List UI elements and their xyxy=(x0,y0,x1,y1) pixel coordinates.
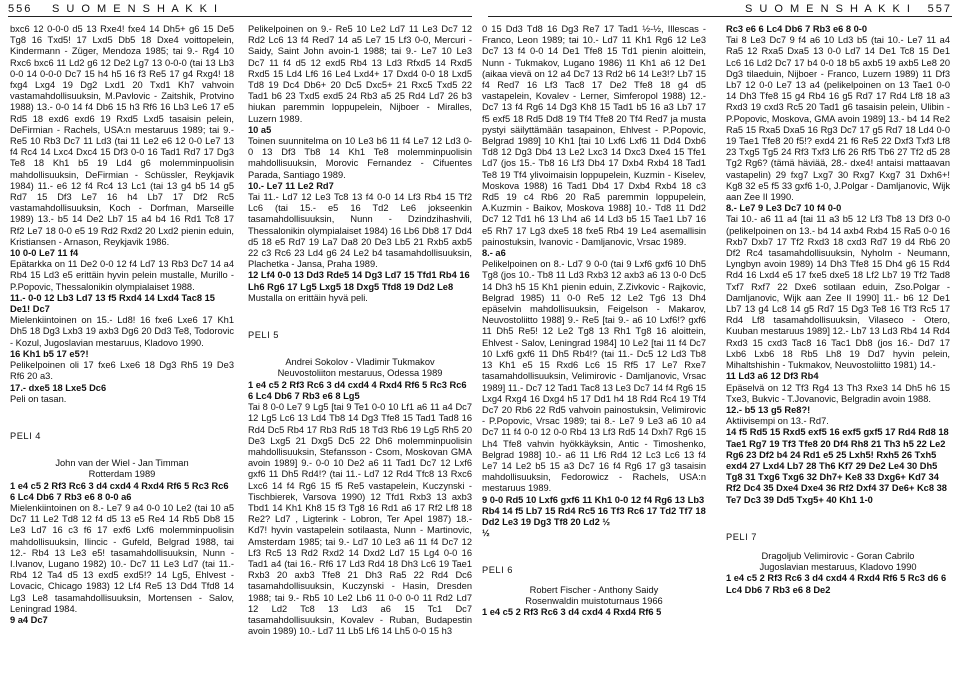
move-sequence: 10 a5 xyxy=(248,124,272,135)
move-sequence: 12 Lf4 0-0 13 Dd3 Rde5 14 Dg3 Ld7 15 Tfd1 Rb4 16 Lh6 Rg6 17 Lg5 Lxg5 18 Dxg5 Tfd8 19 Dd2 Le8 xyxy=(248,270,470,292)
commentary-paragraph: 0 15 Dd3 Td8 16 Dg3 Re7 17 Tad1 ½-½, Illescas - Franco, Leon 1989; tai 10.- Ld7 11 Kh1 Rg6 12 Le3 Dc7 13 f4 0-0 14 De1 Tfe8 15 Td1 pienin aloittein, Nunn - Tukmakov, Lugano 1986) 11 Kh1 a6 12 De1 (aikaa vievä on 12 a4 Dc7 13 Rd2 b6 14 Le3!? Lb7 15 f4 Red7 16 Lf3 Tac8 17 De2 Tfe8 18 g4 d5 vastapelein, Kovalev - Lerner, Simferopol 1988) 12.- Dc7 13 f4 Rg6 14 Dg3 Kh8 15 Tad1 b5 16 a3 Lb7 17 f5 exf5 18 Rd5 Dd8 19 Tf4 Tfe8 20 Tf4 Red7 ja musta pystyi säilyttämään tasapainon, Ehlvest - P.Popovic, Belgrad 1989] 10 Kh1 [tai 10 Lxf6 Lxf6 11 Dd4 Dxb6 Td8 12 Dg3 Db4 13 Le2 Lxc3 14 Dxc3 Dxe4 15 Tfe1 Ld7 (jos 15.- Tb8 16 Lf3 Db4 17 Dxb4 Rxb4 18 Tad1 Te8 19 Tf4 ylivoimaisin loppupelein, Kuzmin - Kiselev, Moskova 1988) 16 Tad1 Db4 17 Dxb4 Rxb4 18 c3 Rd5 19 c4 Rb6 20 Ra5 paremmin loppupelein, A.Kuzmin - Baikov, Moskova 1988] 10.- Td8 11 Dd2 Dc7 12 Td1 h6 13 Lh4 a6 14 Ld3 b5 15 Tae1 Lb7 16 e5 Rh7 17 Lg3 dxe5 18 fxe5 Rb4 19 Le4 asemallisin painostuksin, Ivanovic - Damljanovic, Vrsac 1989. xyxy=(482,24,706,247)
commentary-paragraph: Peli on tasan. xyxy=(10,393,67,404)
text-column-2 xyxy=(726,24,950,672)
commentary-paragraph: Mielenkiintoinen on 8.- Le7 9 a4 0-0 10 Le2 (tai 10 a5 Dc7 11 Le2 Td8 12 f4 d5 13 e5 Re4 14 Rb5 Db8 15 Le3 Ld7 16 c3 f6 17 exf6 Lxf6 molemminpuolisin mahdollisuuksin, Ilincic - Gufeld, Belgrad 1988, tai 12.- Rb4 13 Le3 e5! tasamahdollisuuksin, Nunn - I.Ivanov, Lugano 1982) 10.- Dc7 11 Le3 Ld7 (tai 11.- Rb4 12 Ta4 d5 13 exd5 exd5!? 14 Lg5, Ehlvest - Lovacic, Chicago 1983) 12 Lf4 Re5 13 Dd4 Tfd8 14 Lg3 Le8 tasamahdollisuuksin, Mortensen - Salov, Leningrad 1984. xyxy=(10,502,234,614)
game-heading: PELI 4 xyxy=(10,430,41,441)
spacer xyxy=(726,506,950,532)
move-sequence: 14 f5 Rd5 15 Rxd5 exf5 16 exf5 gxf5 17 Rd4 Rd8 18 Tae1 Rg7 19 Tf3 Tfe8 20 Df4 Rh8 21 Th3 h5 22 Le2 Rg6 23 Df2 b4 24 Rd1 e5 25 Lxh5! Rxh5 26 Txh5 exd4 27 Lxd4 Lb7 28 Th6 Kf7 29 De2 Le4 30 Dh5 Tg8 31 Txg6 Txg6 32 Dh7+ Ke8 33 Dxg6+ Kd7 34 Rf2 Dc4 35 Dxe4 Dxe4 36 Rf2 Dxf4 37 De6+ Kc8 38 Te7 Dc3 39 Dd5 Txg5+ 40 Kh1 1-0 xyxy=(726,427,949,505)
game-players-line: Jugoslavian mestaruus, Kladovo 1990 xyxy=(759,562,917,573)
spacer xyxy=(726,543,950,551)
game-players-line: John van der Wiel - Jan Timman xyxy=(55,458,189,469)
spacer xyxy=(482,577,706,585)
commentary-paragraph: Aktiivisempi on 13.- Rd7. xyxy=(726,416,829,427)
page-header xyxy=(8,3,472,17)
spacer xyxy=(10,442,234,458)
commentary-paragraph: Pelikelpoinen on 8.- Ld7 9 0-0 (tai 9 Lxf6 gxf6 10 Dh5 Tg8 (jos 10.- Tb8 11 Ld3 Rxb3 12 axb3 a6 13 0-0 Dc5 14 Dh3 h5 15 Kh1 pienin eduin, Z.Zivkovic - Rajkovic, Belgrad 1985) 11 0-0 Re5 12 Le2 Tg6 13 Dh4 epäselvin mahdollisuuksin, Feigelson - Makarov, Neuvostoliitto 1988] 9.- Re5 [tai 9.- a6 10 Lxf6!? gxf6 11 Dh5 Re5! 12 Le2 Tg8 13 Rh1 Tg8 16 aloittein, Ehlvest - Salov, Leningrad 1984] 10 Le2 [tai 11 f4 Dc7 10 Lxf6 gxf6 11 Dh5 Rb4!? (tai 11.- Dc5 12 Ld3 Tb8 13 Kh1 e5 15 Rxd6 Lc6 15 Rf5 17 Le7 Rxe7 tasamahdollisuuksin, Velimirovic - Damljanovic, Vrsac 1989] 11.- Dc7 12 Tad1 Tac8 13 Le3 Dc7 14 f4 Rg6 15 Lxg4 Rxg4 16 Dxg4 h5 17 Dd1 h4 18 Rd4 Rc4 19 Tf4 Dc7 20 Rb6 22 Rd5 vahvoin painostuksin, Velimirovic - P.Popovic, Vrsac 1989; tai 8.- Le7 9 Le3 a6 10 a4 Dc7 11 f4 0-0 12 0-0 Rb4 13 Lf3 Rd5 14 Dxh7 Rg6 15 Lh4 Tfe8 vahvin hyökkäyksin, Antic - Timoshenko, Belgrad 1988] 10.- a6 11 Lf6 Rd4 12 Lc3 Lc6 13 f4 Le7 14 Le2 b5 15 a3 Dc7 16 f4 Rg6 17 g3 tasaisin mahdollisuuksin, Fedorowicz - Rachels, USA:n mestaruus 1989. xyxy=(482,259,706,494)
move-sequence: 11.- 0-0 12 Lb3 Ld7 13 f5 Rxd4 14 Lxd4 Tac8 15 De1! Dc7 xyxy=(10,292,215,315)
commentary-paragraph: Tai 8 Le3 Dc7 9 f4 a6 10 Ld3 b5 (tai 10.- Le7 11 a4 Ra5 12 Rxa5 Dxa5 13 0-0 Ld7 14 De1 Tc8 15 De1 Lc6 16 Ld2 Dc7 17 b4 0-0 18 b5 axb5 19 axb5 Le8 20 Dg3 tilaeduin, Nijboer - Franco, Luzern 1989) 11 Df3 Lb7 12 0-0 Le7 13 a4 (pelikelpoinen on 13 Tae1 0-0 14 Dh3 Tfe8 15 g4 Rb4 16 g5 Rd7 17 Rd4 Lf8 18 a3 Rxd3 19 cxd3 Rc5 20 Tad1 g6 tasaisin pelein, Ulibin - P.Popovic, Moskova, GMA avoin 1989] 13.- b4 14 Re2 Ra5 15 Rxa5 Dxa5 16 Rg3 Dc7 17 g5 Rd7 18 Ld4 0-0 19 Tae1 Tfe8 20 f5!? exd4 21 f6 Re5 22 Dxf3 Txf3 Lf8 23 Txg5 Tg5 24 Rf3 Txf3 Lf6 26 Rf5 Tb6 27 Tf2 d5 28 Tg2 Rg6? (tämä häviää, 28.- dxe4! antaisi mattaavan vastapelin) 29 fxg7 Lxg7 30 Rxg7 Kxg7 31 Dxh6+! Kg8 32 e5 f5 33 gxf6 1-0, J.Polgar - Damljanovic, Wijk aan Zee II 1990. xyxy=(726,35,950,203)
commentary-paragraph: Epätarkka on 11 De2 0-0 12 f4 Ld7 13 Rb3 Dc7 14 a4 Rb4 15 Ld3 e5 erittäin hyvin pelein mustalle, Murillo - P.Popovic, Thessalonikin olympialaiset 1988. xyxy=(10,259,234,292)
right-page xyxy=(480,0,960,674)
move-sequence: 8.- a6 xyxy=(482,248,506,259)
game-heading: PELI 5 xyxy=(248,330,279,341)
page-header xyxy=(488,3,952,17)
commentary-paragraph: Tai 8 0-0 Le7 9 Lg5 [tai 9 Te1 0-0 10 Lf1 a6 11 a4 Dc7 12 Lg5 Lc6 13 Ld4 Tb8 14 Dg3 Tfe8 15 Tad1 Tad8 16 Rd4 Dc5 Rb4 17 Rb3 Rd5 18 Td3 Rb6 19 Lg5 Rh5 20 De3 Lxg5 21 Dxg5 Dc5 22 Dh6 molemminpuolisin mahdollisuuksin, Stefansson - Csom, Moskovan GMA avoin 1989] 9.- 0-0 10 De2 a6 11 Tad1 Dc7 12 Lxf6 gxf6 11 Dh5 Rd4!? (tai 11.- Ld7 12 Rd4 Tfc8 13 Rxc6 Lxc6 14 f4 Rg6 15 f5 Re5 vastapelein, Kuczynski - Tischbierek, Varsova 1990) 12 Tfd1 Rxb3 13 axb3 Tbd1 14 Kh1 Kh8 15 f3 Tg8 16 Rd1 a6 17 Rf2 Lf8 18 Re2? Ld7 , Ligterink - Lobron, Ter Apel 1987) 18.- Kd7! hyvin vastapelein sotilaasta, Nunn - Martinovic, Amsterdam 1985; tai 9.- Ld7 10 Le3 a6 11 f4 Dc7 12 Lf3 Rc5 13 Rd2 Rxd2 14 Dxd2 Ld7 15 Lg4 0-0 16 Tad1 a4 (tai 16.- Rf6 17 Ld3 Rd4 18 Dh3 Lc6 19 Tae1 Rxb3 20 axb3 Tfe8 21 Dh3 Ra5 22 Rd4 Dc6 tasamahdollisuuksin, Kuczynski - Hasin, Dresden 1988; tai 9.- Rb5 10 Le2 Lb6 11 0-0 0-0 11 Rd2 Ld7 12 Ld2 Tc8 13 Ld3 a6 15 Tc1 Dc7 tasamahdollisuuksin, Kovalev - Ruban, Budapestin avoin 1989) 10.- Ld7 11 Lb5 Lf6 14 Lh5 0-0 15 h3 xyxy=(248,402,472,637)
move-sequence: 9 a4 Dc7 xyxy=(10,614,48,625)
spacer xyxy=(248,341,472,357)
move-sequence: 10 0-0 Le7 11 f4 xyxy=(10,248,79,259)
move-sequence: 12.- b5 13 g5 Re8?! xyxy=(726,404,811,415)
text-column-1 xyxy=(10,24,234,672)
running-title: S U O M E N S H A K K I xyxy=(744,3,912,15)
game-players-line: Rosenwaldin muistoturnaus 1966 xyxy=(525,595,663,606)
text-column-1 xyxy=(482,24,706,672)
game-heading: PELI 7 xyxy=(726,531,757,542)
commentary-paragraph: Tai 11.- Ld7 12 Le3 Tc8 13 f4 0-0 14 Lf3 Rb4 15 Tf2 Lc6 (tai 15.- e5 16 Td2 Le6 jokseenkin tasamahdollisuuksin, Nunn - Dzindzihashvili, Thessalonikin olympialaiset 1984) 16 Lb6 Db8 17 Dd4 d5 18 e5 Rd7 19 La7 Da8 20 De3 Lb5 21 Rxb5 axb5 22 c3 Rc6 23 Ld4 g6 24 Le2 b4 tasamahdollisuuksin, Plachetka - Jansa, Praha 1989. xyxy=(248,192,472,270)
spacer xyxy=(482,539,706,565)
commentary-paragraph: Pelikelpoinen oli 17 fxe6 Lxe6 18 Dg3 Rh5 19 De3 Rf6 20 a3. xyxy=(10,360,234,382)
text-column-2 xyxy=(248,24,472,672)
move-sequence: 1 e4 c5 2 Rf3 Rc6 3 d4 cxd4 4 Rxd4 Rf6 5 xyxy=(482,606,662,617)
commentary-paragraph: Mielenkiintoinen on 15.- Ld8! 16 fxe6 Lxe6 17 Kh1 Dh5 18 Dg3 Lxb3 19 axb3 Dg6 20 Dd3 Te8, Todorovic - Kozul, Jugoslavian mestaruus, Kladovo 1990. xyxy=(10,315,234,348)
spacer xyxy=(10,405,234,431)
game-players-line: Andrei Sokolov - Vladimir Tukmakov xyxy=(285,357,435,368)
page-number: 556 xyxy=(8,3,33,15)
move-sequence: 10.- Le7 11 Le2 Rd7 xyxy=(248,180,334,191)
commentary-paragraph: bxc6 12 0-0-0 d5 13 Rxe4! fxe4 14 Dh5+ g6 15 De5 Tg8 16 Txd5! 17 Lxd5 Db5 18 Dxe4 voittopelein, Kindermann - Züger, Mendoza 1985; tai 9.- Rg4 10 Rxc6 bxc6 11 Ld2 g6 12 De2 Lg7 13 0-0-0 (tai 13 Lb3 0-0 14 0-0-0 Dc7 15 h4 h5 16 f3 Re5 17 g4 Rxg4! 18 fxg4 Lxg4 19 Dg2 Lxd1 20 Txd1 Kh7 vahvoin vastamahdollisuuksin, M.Pavlovic - Zaitshik, Protvino 1988) 13.- 0-0 14 f4 Db6 15 h3 Rf6 16 Lb3 Le6 17 e5 Rd5 18 exd6 exd6 19 Rxd5 Lxd5 tasaisin pelein, DeFirmian - Rachels, USA:n mestaruus 1989; tai 9.- Re5 10 Rb3 Dc7 11 Ld3 (tai 11 Le2 e6 12 0-0 Le7 13 f4 Rc4 14 Lxc4 Dxc4 15 Df3 0-0 16 Tad1 Rd7 17 Dg3 Te8 18 Kh1 b5 19 Ld4 g6 molemminpuolisin mahdollisuuksin, DeFirmian - Schüssler, Reykjavik 1984) 11.- e6 12 f4 Rc4 13 Lc1 (tai 13 g4 b5 14 g5 Rd7 15 Df3 Le7 16 h4 Lb7 17 Df2 Rc5 vastamahdollisuuksin, Koch - Dorfman, Marseille 1989) 13.- b5 14 De2 Lb7 15 a4 b4 16 Rd1 Tc8 17 Rf2 Le7 18 0-0 e5 19 Rd2 Rxd2 20 Lxd2 pienin eduin, Kristiansen - Arnason, Reykjavik 1986. xyxy=(10,24,234,247)
move-sequence: 9 0-0 Rd5 10 Lxf6 gxf6 11 Kh1 0-0 12 f4 Rg6 13 Lb3 Rb4 14 f5 Lb7 15 Rd4 Rc5 16 Tf3 Rc6 17 Td2 Tf7 18 Dd2 Le3 19 Dg3 Tf8 20 Ld2 ½ xyxy=(482,494,706,527)
commentary-paragraph: Toinen suunnitelma on 10 Le3 b6 11 f4 Le7 12 Ld3 0-0 13 Df3 Tb8 14 Kh1 Te8 molemminpuolisin mahdollisuuksin, Morovic Fernandez - Cifuentes Parada, Santiago 1989. xyxy=(248,136,472,180)
commentary-paragraph: Pelikelpoinen on 9.- Re5 10 Le2 Ld7 11 Le3 Dc7 12 Rd2 Lc6 13 f4 Red7 14 a5 Le7 15 Lf3 0-0, Mercuri - Saidy, Saint John avoin-1 1988; tai 9.- Le7 10 Le3 Dc7 11 f4 d5 12 exd5 Rb4 13 Ld3 Rfxd5 14 Rxd5 Rxd5 15 Ld4 Lf6 16 Le4 Lxd4+ 17 Dxd4 0-0 18 Lxd5 Td8 19 Dc4 Db6+ 20 Dc5 Dxc5+ 21 Rxc5 Txd5 22 Tad1 b6 23 Txd5 exd5 24 Rb3 a5 25 Rd4 Ld7 26 b3 hiukan paremmin loppupelein, Nijboer - Miralles, Luzern 1989. xyxy=(248,24,472,124)
running-title: S U O M E N S H A K K I xyxy=(52,3,220,15)
game-players-line: Rotterdam 1989 xyxy=(88,469,156,480)
spacer xyxy=(248,304,472,330)
move-sequence: Rc3 e6 6 Lc4 Db6 7 Rb3 e6 8 0-0 xyxy=(726,24,868,34)
game-players-line: Neuvostoliiton mestaruus, Odessa 1989 xyxy=(277,368,443,379)
move-sequence: 1 e4 c5 2 Rf3 Rc6 3 d4 cxd4 4 Rxd4 Rf6 5 Rc3 Rc6 6 Lc4 Db6 7 Rb3 e6 8 Lg5 xyxy=(248,379,467,401)
commentary-paragraph: Tai 10.- a6 11 a4 [tai 11 a3 b5 12 Lf3 Tb8 13 Df3 0-0 (pelikelpoinen on 13.- b4 14 axb4 Rxb4 15 Ra5 0-0 16 Rxb7 Dxb7 17 Tf2 Rxd3 18 cxd3 Rd7 19 d4 Rb6 20 Df2 Rc4 tasamahdollisuuksin, Nyholm - Neumann, Lyngbyn avoin 1989) 14 Dh3 Tfe8 15 Dh4 g6 15 Rd4 Rd4 16 Lxd4 e5 17 fxe5 dxe5 18 Lf2 Lb7 19 Tf2 Tad8 Txf7 Rxf7 22 Dxe6 sotilaan eduin, Zso.Polgar - Damljanovic, Wijk aan Zee II 1990] 11.- b6 12 De1 Lb7 13 g4 Lc8 14 g5 Rd7 15 Dg3 Te8 16 Tf3 Rc5 17 Rd4 Lf8 tasamahdollisuuksin, Vilaseco - Otero, Kuuban mestaruus 1989] 12.- Lb7 13 Ld3 Rb4 14 Rd4 Rxd3 15 cxd3 Tac8 16 Tac1 Db8 (jos 16.- Dd7 17 Lxb6 Lxb6 18 Rb5 Lh8 19 Dd7 hyvin pelein, Mihaltshishin - Tukmakov, Neuvostoliitto 1981) 14.- xyxy=(726,214,950,371)
game-heading: PELI 6 xyxy=(482,565,513,576)
move-sequence: ½ xyxy=(482,528,490,539)
move-sequence: 1 e4 c5 2 Rf3 Rc6 3 d4 cxd4 4 Rxd4 Rf6 5 Rc3 d6 6 Lc4 Db6 7 Rb3 e6 8 De2 xyxy=(726,573,947,595)
move-sequence: 17.- dxe5 18 Lxe5 Dc6 xyxy=(10,382,107,393)
move-sequence: 16 Kh1 b5 17 e5?! xyxy=(10,348,89,359)
move-sequence: 11 Ld3 a6 12 Df3 Rb4 xyxy=(726,371,819,382)
game-players-line: Robert Fischer - Anthony Saidy xyxy=(529,584,659,595)
page-number: 557 xyxy=(927,3,952,15)
game-players-line: Dragoljub Velimirovic - Goran Cabrilo xyxy=(761,550,915,561)
move-sequence: 8.- Le7 9 Le3 Dc7 10 f4 0-0 xyxy=(726,203,842,214)
move-sequence: 1 e4 c5 2 Rf3 Rc6 3 d4 cxd4 4 Rxd4 Rf6 5 Rc3 Rc6 6 Lc4 Db6 7 Rb3 e6 8 0-0 a6 xyxy=(10,480,229,502)
commentary-paragraph: Mustalla on erittäin hyvä peli. xyxy=(248,292,368,303)
commentary-paragraph: Epäselvä on 12 Tf3 Rg4 13 Th3 Rxe3 14 Dh5 h6 15 Txe3, Bukvic - T.Jovanovic, Belgradin avoin 1988. xyxy=(726,382,950,404)
